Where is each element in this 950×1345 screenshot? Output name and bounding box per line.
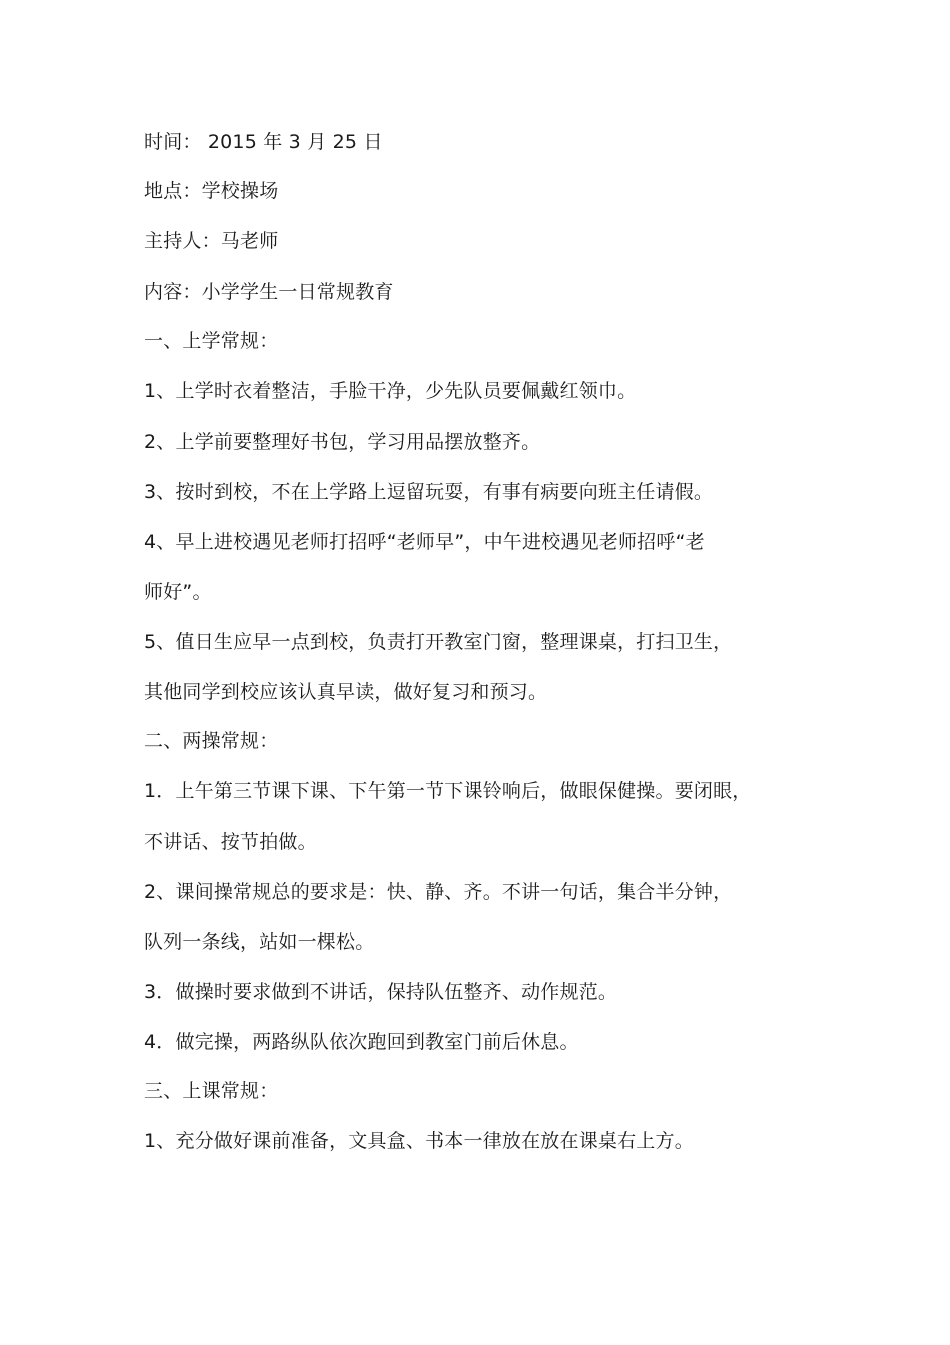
- meeting-location-line: 地点：学校操场: [144, 180, 279, 202]
- rule-line: 5、值日生应早一点到校，负责打开教室门窗，整理课桌，打扫卫生，: [144, 631, 733, 653]
- rule-line: 2、上学前要整理好书包，学习用品摆放整齐。: [144, 431, 541, 453]
- rule-line-continuation: 队列一条线，站如一棵松。: [144, 931, 375, 953]
- meeting-host-line: 主持人：马老师: [144, 230, 279, 252]
- rule-line: 2、课间操常规总的要求是：快、静、齐。不讲一句话，集合半分钟，: [144, 881, 733, 903]
- meeting-time-line: 时间： 2015 年 3 月 25 日: [144, 131, 383, 153]
- section-heading-class: 三、上课常规：: [144, 1080, 279, 1102]
- rule-line: 4、早上进校遇见老师打招呼“老师早”，中午进校遇见老师招呼“老: [144, 531, 705, 553]
- section-heading-school-arrival: 一、上学常规：: [144, 330, 279, 352]
- rule-line-continuation: 其他同学到校应该认真早读，做好复习和预习。: [144, 681, 548, 703]
- rule-line: 1、充分做好课前准备，文具盒、书本一律放在放在课桌右上方。: [144, 1130, 694, 1152]
- meeting-content-line: 内容：小学学生一日常规教育: [144, 281, 394, 303]
- rule-line-continuation: 不讲话、按节拍做。: [144, 831, 317, 853]
- rule-line: 1．上午第三节课下课、下午第一节下课铃响后，做眼保健操。要闭眼，: [144, 780, 752, 802]
- section-heading-exercises: 二、两操常规：: [144, 730, 279, 752]
- rule-line-continuation: 师好”。: [144, 581, 212, 603]
- rule-line: 3．做操时要求做到不讲话，保持队伍整齐、动作规范。: [144, 981, 618, 1003]
- rule-line: 4．做完操，两路纵队依次跑回到教室门前后休息。: [144, 1031, 579, 1053]
- rule-line: 1、上学时衣着整洁，手脸干净，少先队员要佩戴红领巾。: [144, 380, 637, 402]
- rule-line: 3、按时到校，不在上学路上逗留玩耍，有事有病要向班主任请假。: [144, 481, 714, 503]
